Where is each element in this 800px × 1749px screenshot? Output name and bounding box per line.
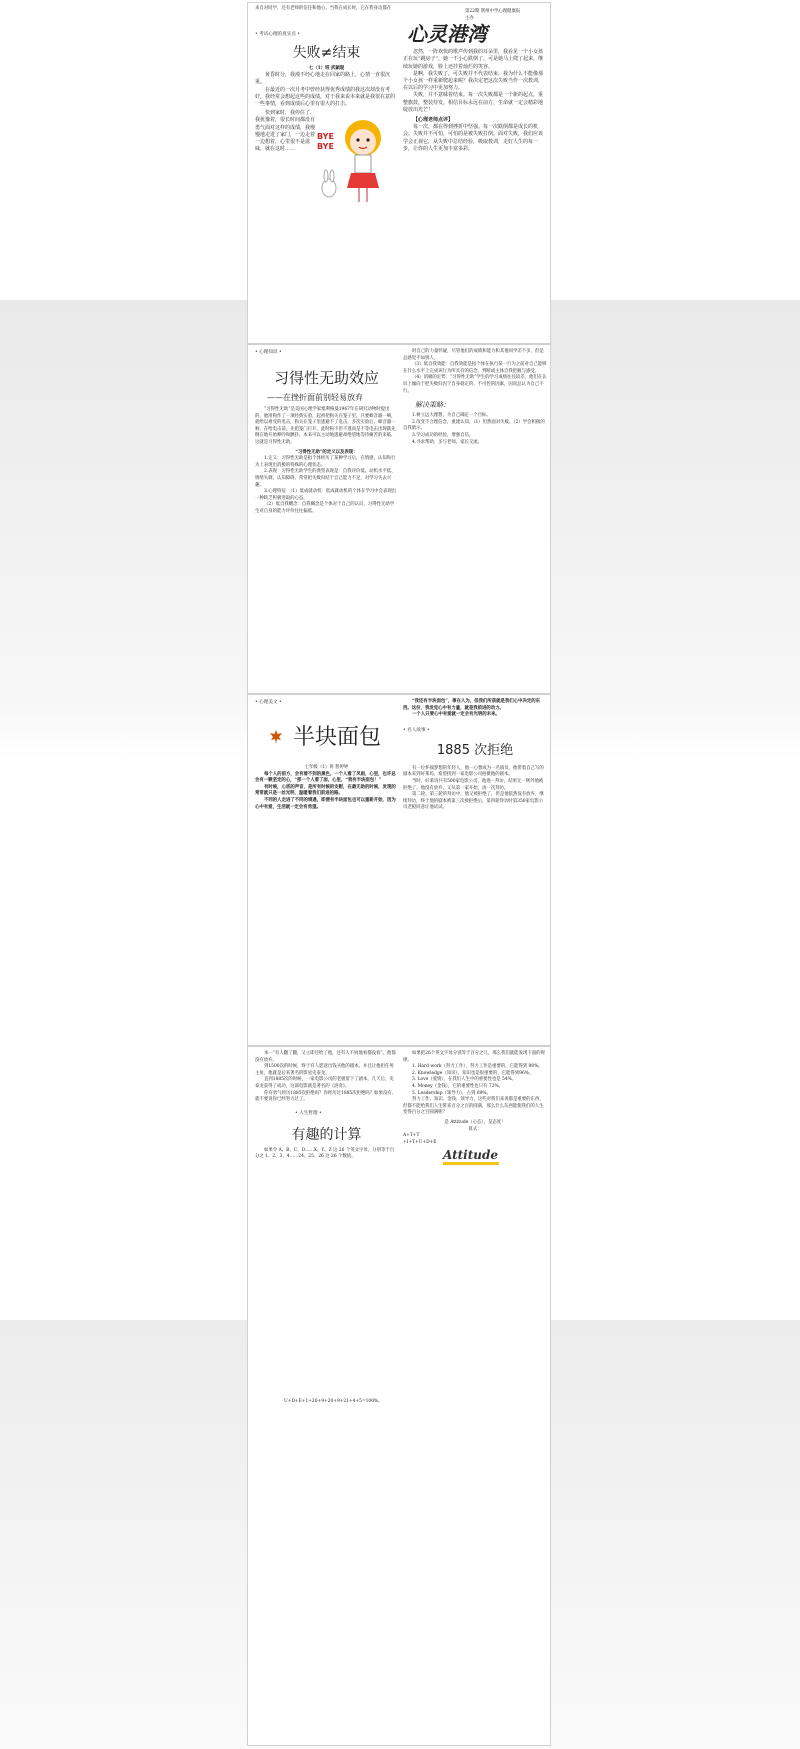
page4-right-para: 2. Knowledge（知识），知识也是很重要的，它能得到96%。 — [412, 1070, 534, 1076]
page2-right-para: 时自己的力量怀疑，尽管他们的成绩和能力和其他同学差不多，但是总感觉不如别人。 — [403, 349, 544, 361]
page1-top-text: 来自对同学，还有老师的信任和他心。当我在成长时，它在我身边都在 — [255, 6, 392, 11]
page3-para: 不同的人走进了不同的境遇，即便有半块面包也可以重新开始，因为心中有爱，生活就一定会有希望。 — [255, 797, 396, 810]
method-item: 2.改变不合理信念，重建认知。（1）坦然面对失败。（2）学会积极的自我暗示。 — [403, 419, 545, 432]
page4-right-para: 5. Leadership（领导力），占到 89%。 — [412, 1090, 491, 1096]
header-meta: 第22期 荆州中学心理健康报 主办 — [465, 9, 521, 21]
page4-para: 你有勇气经历1885次拒绝吗？你经历过1885次拒绝吗？如果没有，就不要说你已经努力过了。 — [255, 1090, 397, 1103]
story-label: • 名人故事 • — [403, 727, 430, 733]
document-page-1 — [247, 2, 551, 344]
page2-right-para: （4）消极的定势：“习得性无助”学生的学习成绩往往较差，他们在认识上倾向于把失败归因于自身稳定的、不可控的因素，因而总认为自己不行。 — [403, 375, 547, 394]
masthead-title: 心灵港湾 — [407, 22, 487, 47]
page2-para: “习得性无助”是美国心理学家塞利格曼1967年在研究动物时提出的，他用狗作了一项经典实验，起初把狗关在笼子里，只要蜂音器一响，就给以难受的电击，狗关在笼子里逃避不了电击，多次实验后，蜂音器一响，在给电击前，先把笼门打开，此时狗不但不逃而是不等电击出现就先倒在地开始呻吟和颤抖，本来可以主动地逃避却绝望地等待痛苦的来临，这就是习得性无助。 — [255, 407, 396, 445]
cartoon-girl-illustration — [315, 110, 397, 208]
bottom-formula: U+D+E+1+20+9+20+9+21+4+5=100%。 — [284, 1399, 383, 1404]
story-para: 当时，好莱坞共有500家电影公司，他逐一拜访，结果无一例外地被拒绝了。他没有放弃，又从第一家开始，再一次拜访。 — [403, 778, 544, 791]
story-para: 第二轮、第三轮的拜访中，他又被拒绝了，但是他依然没有放弃，继续拜访，终于他的剧本被第三次被拒绝后，第四轮拜访时第350家电影公司老板同意让他试试。 — [403, 792, 544, 811]
page1-para: 在最近的一次月考中曾经获得优秀成绩的我这次却没有考好，我经常会想起这些的成绩，对于我来说本来就是我很在意的一些事情，看到成绩后心里有很大的打击。 — [255, 86, 396, 107]
page4-para: 到1500次的时候，终于有人愿意出钱买他的剧本，并且让他担任男主角，他就是后来著名的影星史泰龙。 — [255, 1064, 394, 1076]
page2-subhead: “习得性无助”的定义以及表现： — [295, 449, 358, 455]
document-page-4 — [247, 1046, 551, 1746]
page1-para: 快到家时，我停住了，我犹豫着，很长时间都没有勇气面对这样的成绩，我慢慢地走进了家门，一边走着一边想着，心里很不是滋味，就在这时…… — [255, 110, 316, 153]
page1-byline: 七（1）班 武颖琨 — [308, 65, 345, 71]
page4-right-para: 3. Love（爱情），在我们人生中的重要性也是 54%。 — [412, 1077, 517, 1083]
page2-right-column — [403, 345, 547, 693]
page3-quote: 一个人只要心中有爱就一定会有光明的未来。 — [412, 712, 500, 718]
comment-box-title: 【心理老师点评】 — [413, 117, 454, 124]
page2-title: 习得性无助效应 — [273, 369, 379, 387]
page1-right-para: 失败，并不意味着结束。每一次失败都是一个新的起点，重整旗鼓，整装待发，相信目标永远在前方，生命就一定会精彩地绽放出光芒！ — [403, 92, 544, 113]
page1-left-column — [255, 3, 398, 343]
answer-label: 是 Attitude（心态），是态度！ — [444, 1119, 506, 1125]
page3-right-column — [403, 695, 547, 1045]
page3-title: 半块面包 — [292, 725, 381, 750]
method-item: 1.树立远大理想，为自己确定一个目标。 — [412, 413, 491, 419]
page4-ending: 努力工作、知识、金钱、领导力，这些对我们来说都是重要的东西，但都不能给我们人生带来百分之百的圆满，那么什么东西能使我们的人生变得百分之百圆满呢？ — [403, 1097, 544, 1116]
formula-label: 算式： — [468, 1126, 482, 1132]
document-page-3 — [247, 694, 551, 1046]
page1-title: 失败≠结束 — [292, 44, 361, 61]
page3-section-label: • 心理美文 • — [255, 700, 282, 705]
page3-quote: “我还有半块面包”，事在人为，但我们所获就是我们心中决定的东西。这份，我发觉心中有力量，就是我前进的动力。 — [403, 699, 540, 711]
page4-para: 本一“有人翻了翻，又立即还给了他，还有人不屑地看都没看”。他都没有放弃。 — [255, 1051, 396, 1063]
page2-list-item: 1.定义：习得性无助是指个体经历了某种学习后，在情感、认知和行为上表现出消极的特殊的心理状态。 — [255, 456, 396, 468]
page4-right-para: 1. Hard work（努力工作），努力工作是重要的，它能得到 98%。 — [412, 1064, 543, 1070]
calc-line: 如果令 A、B、C、D……X、Y、Z 这 26 个英文字母，分别等于百分之 1、2、3、4……24、25、26 这 26 个数值。 — [255, 1147, 395, 1160]
attitude-word: Attitude — [443, 1148, 499, 1165]
page2-subtitle: ——在挫折面前别轻易放弃 — [267, 393, 363, 402]
page4-bottom-label: • 人生哲理 • — [295, 1110, 322, 1116]
page2-list-item: 2.表现：习得性无助学生的典型表现是：自我评价低、动机水平低、情绪失调、认知障碍，常常把失败归结于自己能力不足，对学习失去兴趣。 — [255, 469, 396, 488]
story-para: 有一位怀揣梦想的年轻人，他一心想成为一名演员，他带着自己写的剧本来到好莱坞，希望找到一家电影公司拍摄他的剧本。 — [403, 765, 544, 778]
maple-leaf-icon — [269, 729, 283, 748]
page3-para: 有时候，心底的声音，是所有时候的安慰，在最无助的时候，发现的常常就只是一丝光明，温暖着我们前进的路。 — [255, 784, 396, 797]
story-title: 1885 次拒绝 — [436, 742, 514, 758]
page3-left-column — [255, 695, 398, 1045]
page4-right-para: 如果把26个英文字母分别等于百分之几，那么我们就能发现下面的规律。 — [403, 1051, 545, 1063]
document-page-2 — [247, 344, 551, 694]
page4-right-column — [403, 1047, 547, 1387]
page2-right-para: （3）低自我效能：自我效能是指个体在执行某一行为之前对自己能够在什么水平上完成该行为所具有的信念，判断或主体自我把握与感受。 — [403, 362, 547, 374]
page1-right-column — [403, 3, 547, 343]
page4-para: 直到1885次的时候，一家电影公司的老板留下了剧本，几天后，史泰龙获得了成功，这部电影就是著名的《洛奇》。 — [255, 1077, 394, 1089]
method-title: 解决策略： — [415, 401, 450, 410]
page2-list-item: 3.心理特征：（1）低成就动机：低成就动机的个体在学习中会表现出一种缺乏积极进取的心态。 — [255, 489, 397, 501]
page4-left-column — [255, 1047, 398, 1387]
method-item: 3.学习成功的经验，增强自信。 — [412, 432, 474, 438]
sticker-text: BYE BYE — [317, 132, 334, 152]
method-item: 4.寻求帮助，多与老师、家长交流。 — [412, 439, 483, 445]
page3-para: 每个人的前方，会有看不到的黑色，一个人看了风雨，心里，也许总会有一颗坚定的心，“那一个人看了面，心里，“我有半块面包！” — [255, 771, 396, 784]
comment-box-text: 每一次，都在得到挫折中坚强。每一次跌倒都是成长的机会。失败并不可怕，可怕的是被失败打倒。面对失败，我们应该学会正视它，从失败中总结经验，吸取教训，走好人生的每一步，让你的人生更加丰富多彩。 — [403, 124, 544, 152]
page1-section-label: • 考试心理的真实点 • — [255, 31, 301, 37]
page1-right-para: 是啊，我失败了，可失败并不代表结束，我为什么不能像那个小女孩一样重新爬起来呢？我决定把这次失败当作一次教训，在以后的学习中更加努力。 — [403, 70, 544, 92]
page3-byline: 七年级（1）班 程婷婷 — [304, 765, 349, 770]
formula-line-a: A+T+T — [403, 1133, 420, 1139]
formula-line-b: +I+T+U+D+E — [403, 1139, 437, 1145]
page1-para: 黄昏时分，我漫不经心地走在回家的路上，心情一直很沉重。 — [255, 72, 391, 86]
page2-list-item: （2）低自我概念：自我概念是个体对于自己的认识，习得性无助学生对自身的能力评价往往偏低。 — [255, 502, 395, 514]
calc-title: 有趣的计算 — [291, 1126, 362, 1143]
page4-right-para: 4. Money（金钱），它的重要性也只有 72%。 — [412, 1083, 504, 1089]
page1-right-para: 忽然，一阵欢快的歌声传到我的耳朵里，我看见一个小女孩正在玩“跳房子”，她一不小心跌倒了，可是她马上爬了起来，继续玩她的游戏，脸上还挂着灿烂的笑容。 — [403, 49, 544, 70]
page2-left-column — [255, 345, 398, 693]
page2-section-label: • 心理知识 • — [255, 350, 282, 355]
